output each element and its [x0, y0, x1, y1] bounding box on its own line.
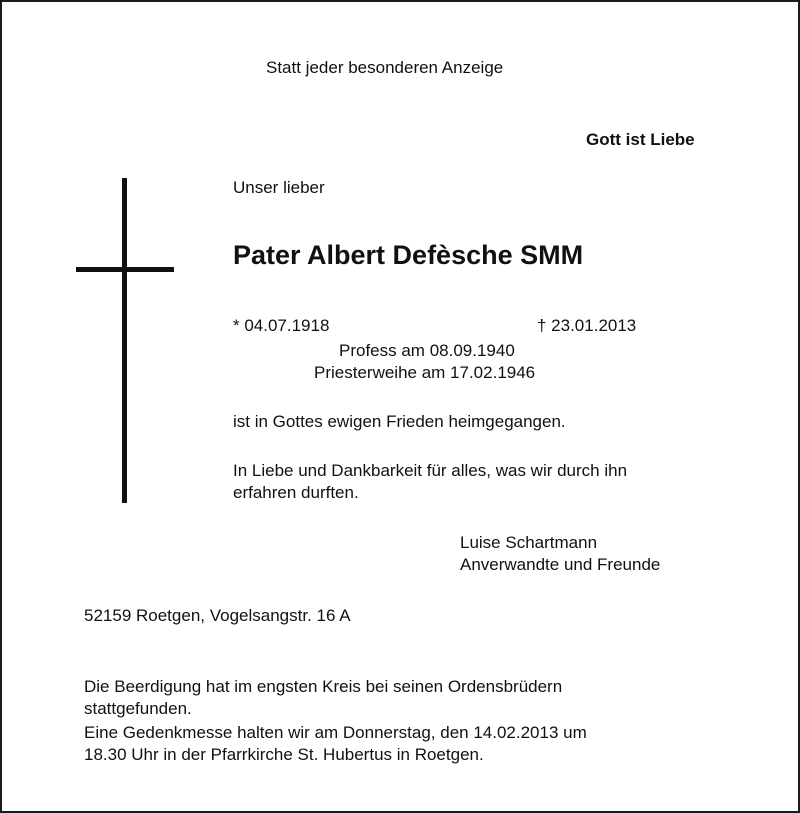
cross-horizontal-bar	[76, 267, 174, 272]
funeral-line-3: Eine Gedenkmesse halten wir am Donnerstag, den 14.02.2013 um	[84, 723, 587, 742]
header-tagline: Statt jeder besonderen Anzeige	[266, 58, 504, 77]
address: 52159 Roetgen, Vogelsangstr. 16 A	[84, 606, 351, 625]
mourner-name: Luise Schartmann	[460, 533, 598, 552]
death-message: ist in Gottes ewigen Frieden heimgegangen.	[233, 412, 566, 431]
funeral-line-2: stattgefunden.	[84, 699, 192, 718]
profess-date: Profess am 08.09.1940	[339, 341, 515, 360]
intro-text: Unser lieber	[233, 178, 325, 197]
gratitude-line-1: In Liebe und Dankbarkeit für alles, was wir durch ihn	[233, 461, 628, 480]
motto: Gott ist Liebe	[586, 130, 695, 149]
death-date: † 23.01.2013	[537, 316, 637, 335]
mourners-relatives: Anverwandte und Freunde	[460, 555, 661, 574]
birth-date: * 04.07.1918	[233, 316, 330, 335]
ordination-date: Priesterweihe am 17.02.1946	[314, 363, 536, 382]
funeral-line-1: Die Beerdigung hat im engsten Kreis bei seinen Ordensbrüdern	[84, 677, 563, 696]
funeral-line-4: 18.30 Uhr in der Pfarrkirche St. Hubertus in Roetgen.	[84, 745, 484, 764]
deceased-name: Pater Albert Defèsche SMM	[233, 240, 584, 270]
cross-vertical-bar	[122, 178, 127, 503]
gratitude-line-2: erfahren durften.	[233, 483, 359, 502]
